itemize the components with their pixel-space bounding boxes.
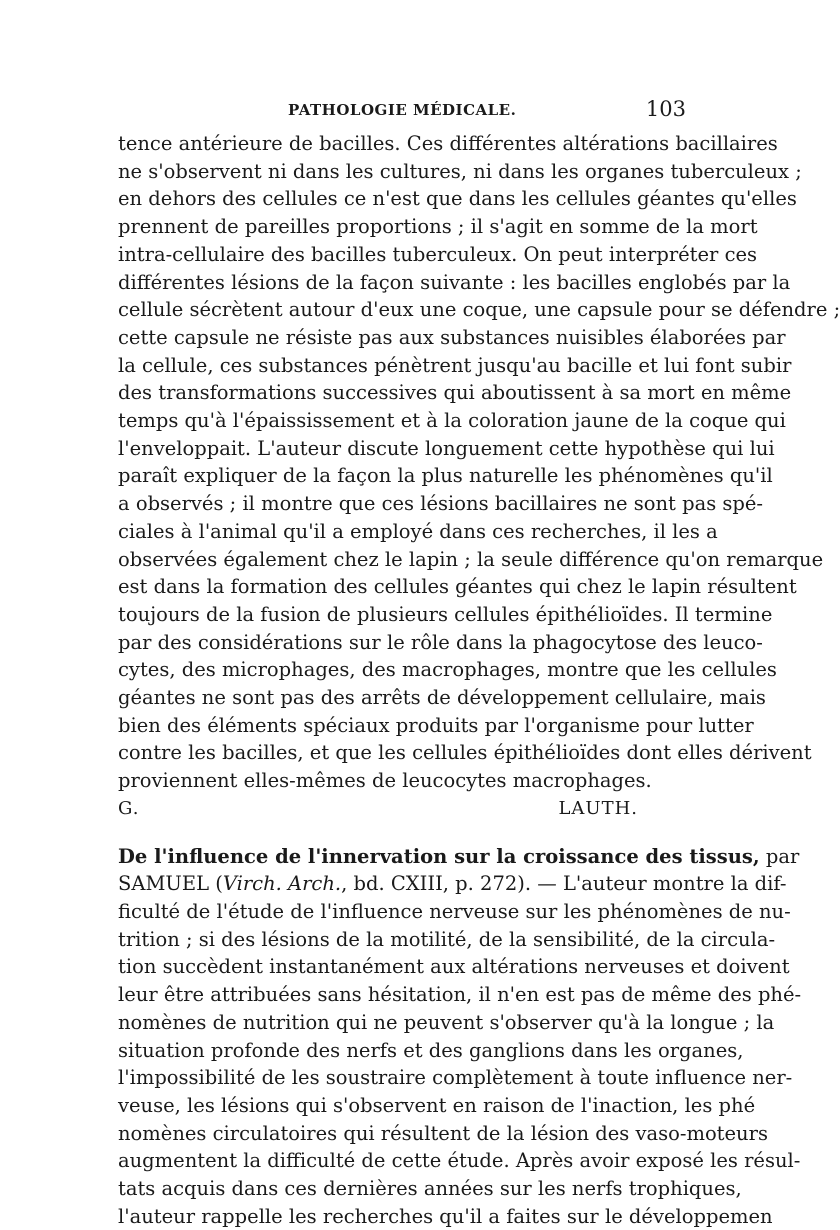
running-title: PATHOLOGIE MÉDICALE. (288, 101, 517, 119)
text-line: par des considérations sur le rôle dans la phagocytose des leuco- (118, 630, 763, 654)
text-line: leur être attribuées sans hésitation, il n'en est pas de même des phé- (118, 983, 802, 1007)
text-line: l'enveloppait. L'auteur discute longuement cette hypothèse qui lui (118, 436, 775, 460)
text-line: cellule sécrètent autour d'eux une coque, une capsule pour se défendre ; (118, 298, 840, 322)
author-name: SAMUEL (118, 872, 210, 896)
text-line: cytes, des microphages, des macrophages, montre que les cellules (118, 658, 777, 682)
section-spacer (118, 823, 686, 843)
article-heading-line (118, 843, 800, 871)
journal-name: Virch. Arch. (222, 872, 342, 896)
text-line: en dehors des cellules ce n'est que dans les cellules géantes qu'elles (118, 187, 797, 211)
text-line: bien des éléments spéciaux produits par l'organisme pour lutter (118, 713, 754, 737)
text-line: observées également chez le lapin ; la seule différence qu'on remarque (118, 547, 824, 571)
text-line: augmentent la difficulté de cette étude. Après avoir exposé les résul- (118, 1149, 801, 1173)
text-line: ne s'observent ni dans les cultures, ni dans les organes tuberculeux ; (118, 159, 802, 183)
text-line: l'impossibilité de les soustraire complètement à toute influence ner- (118, 1066, 793, 1090)
text-line: intra-cellulaire des bacilles tuberculeux. On peut interpréter ces (118, 242, 758, 266)
page-number: 103 (645, 97, 686, 121)
text-line: tats acquis dans ces dernières années sur les nerfs trophiques, (118, 1177, 742, 1201)
citation-open: ( (215, 872, 223, 896)
text-line: différentes lésions de la façon suivante : les bacilles englobés par la (118, 270, 791, 294)
text-line: des transformations successives qui aboutissent à sa mort en même (118, 381, 792, 405)
text-line: ciales à l'animal qu'il a employé dans ces recherches, il les a (118, 519, 718, 543)
text-line: ficulté de l'étude de l'influence nerveuse sur les phénomènes de nu- (118, 899, 791, 923)
text-line: a observés ; il montre que ces lésions bacillaires ne sont pas spé- (118, 492, 764, 516)
author-signature: G. LAUTH. (118, 797, 638, 819)
text-line: veuse, les lésions qui s'observent en raison de l'inaction, les phé (118, 1093, 756, 1117)
heading-tail: par (765, 844, 800, 868)
citation-rest: , bd. CXIII, p. 272). — L'auteur montre la dif- (341, 872, 787, 896)
text-line: nomènes de nutrition qui ne peuvent s'observer qu'à la longue ; la (118, 1010, 775, 1034)
citation-line (118, 870, 787, 898)
text-line: paraît expliquer de la façon la plus naturelle les phénomènes qu'il (118, 464, 773, 488)
paragraph-lauth-review (118, 130, 840, 795)
text-line: toujours de la fusion de plusieurs cellules épithélioïdes. Il termine (118, 602, 773, 626)
text-line: l'auteur rappelle les recherches qu'il a faites sur le développemen (118, 1204, 773, 1228)
text-line: est dans la formation des cellules géantes qui chez le lapin résultent (118, 575, 797, 599)
text-line: proviennent elles-mêmes de leucocytes macrophages. (118, 769, 652, 793)
text-line: contre les bacilles, et que les cellules épithélioïdes dont elles dérivent (118, 741, 812, 765)
text-line: la cellule, ces substances pénètrent jusqu'au bacille et lui font subir (118, 353, 792, 377)
body-text (118, 130, 840, 1230)
text-line: géantes ne sont pas des arrêts de développement cellulaire, mais (118, 686, 766, 710)
text-line: temps qu'à l'épaississement et à la coloration jaune de la coque qui (118, 409, 786, 433)
text-line: tence antérieure de bacilles. Ces différentes altérations bacillaires (118, 132, 778, 155)
page-header (118, 97, 686, 123)
article-heading: De l'influence de l'innervation sur la croissance des tissus, (118, 844, 760, 868)
text-line: nomènes circulatoires qui résultent de la lésion des vaso-moteurs (118, 1121, 768, 1145)
text-line: trition ; si des lésions de la motilité, de la sensibilité, de la circula- (118, 927, 776, 951)
article-samuel (118, 843, 802, 1230)
text-line: prennent de pareilles proportions ; il s'agit en somme de la mort (118, 215, 758, 239)
text-line: situation profonde des nerfs et des ganglions dans les organes, (118, 1038, 744, 1062)
text-line: cette capsule ne résiste pas aux substances nuisibles élaborées par (118, 325, 786, 349)
text-line: tion succèdent instantanément aux altérations nerveuses et doivent (118, 955, 790, 979)
